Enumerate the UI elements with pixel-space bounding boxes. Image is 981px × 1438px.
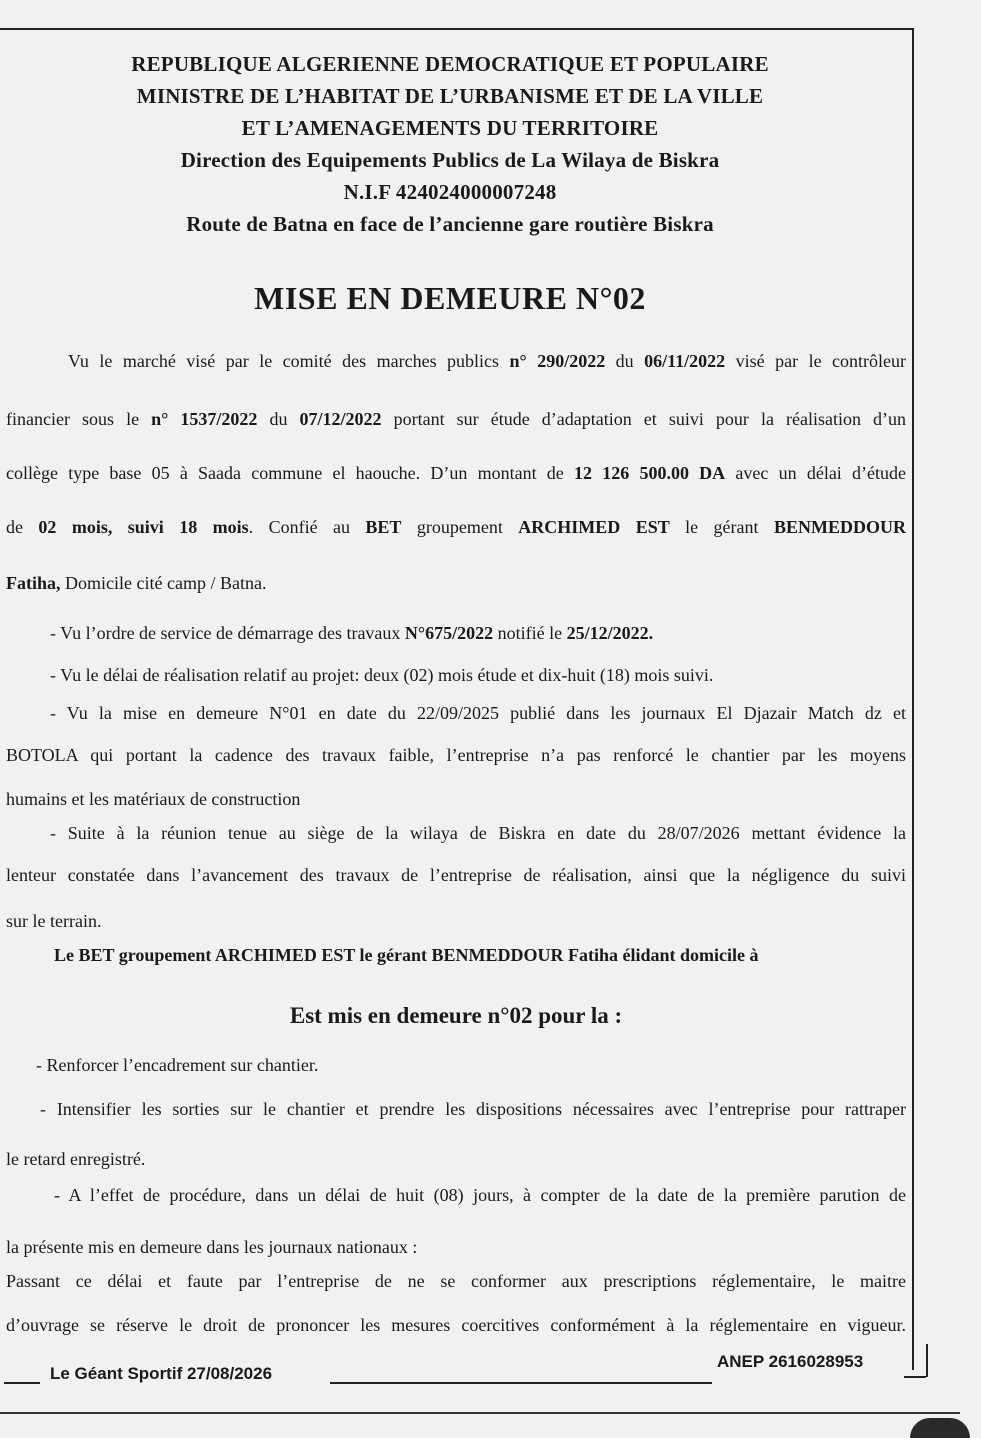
p1-line1: Vu le marché visé par le comité des marches publics n° 290/2022 du 06/11/2022 visé par le contrôleur: [68, 351, 907, 371]
notice-header: [0, 48, 900, 240]
header-nif: N.I.F 424024000007248: [343, 180, 557, 204]
action-intensifier-l1: - Intensifier les sorties sur le chantier et prendre les dispositions nécessaires avec l’entreprise pour rattraper: [40, 1099, 906, 1119]
footer-rule-vertical: [926, 1344, 928, 1377]
action-passant-l2: d’ouvrage se réserve le droit de prononcer les mesures coercitives conformément à la réglementaire en vigueur.: [6, 1315, 906, 1335]
next-ad-fragment: [910, 1418, 970, 1438]
action-procedure-l1: - A l’effet de procédure, dans un délai de huit (08) jours, à compter de la date de la première parution de: [54, 1185, 906, 1205]
bet-line: Le BET groupement ARCHIMED EST le gérant BENMEDDOUR Fatiha élidant domicile à: [54, 945, 759, 965]
item-reunion-l3: sur le terrain.: [6, 911, 102, 931]
item-mise-demeure-01-l2: BOTOLA qui portant la cadence des travaux faible, l’entreprise n’a pas renforcé le chantier par les moyens: [6, 745, 906, 765]
action-intensifier-l2: le retard enregistré.: [6, 1149, 146, 1169]
header-republic: REPUBLIQUE ALGERIENNE DEMOCRATIQUE ET POPULAIRE: [131, 52, 769, 76]
action-passant-l1: Passant ce délai et faute par l’entreprise de ne se conformer aux prescriptions réglementaire, le maitre: [6, 1271, 906, 1291]
header-direction: Direction des Equipements Publics de La Wilaya de Biskra: [180, 148, 720, 172]
subtitle: Est mis en demeure n°02 pour la :: [289, 1003, 623, 1028]
notice-title: MISE EN DEMEURE N°02: [254, 280, 646, 316]
item-reunion-l2: lenteur constatée dans l’avancement des travaux de l’entreprise de réalisation, ainsi que la négligence du suivi: [6, 865, 906, 885]
p1-line2: financier sous le n° 1537/2022 du 07/12/2022 portant sur étude d’adaptation et suivi pour la réalisation d’un: [6, 409, 907, 429]
notice-footer: [0, 1352, 930, 1382]
footer-rule-left: [4, 1382, 40, 1384]
footer-publication: Le Géant Sportif 27/08/2026: [50, 1364, 273, 1383]
item-reunion-l1: - Suite à la réunion tenue au siège de la wilaya de Biskra en date du 28/07/2026 mettant évidence la: [50, 823, 906, 843]
item-mise-demeure-01-l3: humains et les matériaux de construction: [6, 789, 301, 809]
item-order-service: - Vu l’ordre de service de démarrage des travaux N°675/2022 notifié le 25/12/2022.: [50, 623, 654, 643]
p1-line3: collège type base 05 à Saada commune el haouche. D’un montant de 12 126 500.00 DA avec un délai d’étude: [6, 463, 907, 483]
next-ad-border: [0, 1412, 960, 1414]
header-address: Route de Batna en face de l’ancienne gare routière Biskra: [186, 212, 714, 236]
p1-line4: de 02 mois, suivi 18 mois. Confié au BET groupement ARCHIMED EST le gérant BENMEDDOUR: [6, 517, 906, 537]
footer-rule-middle: [330, 1382, 712, 1384]
action-renforcer: - Renforcer l’encadrement sur chantier.: [36, 1055, 319, 1075]
item-delai: - Vu le délai de réalisation relatif au projet: deux (02) mois étude et dix-huit (18) mois suivi.: [50, 665, 714, 685]
header-ministry: MINISTRE DE L’HABITAT DE L’URBANISME ET DE LA VILLE: [136, 84, 764, 108]
p1-line5: Fatiha, Domicile cité camp / Batna.: [6, 573, 267, 593]
item-mise-demeure-01-l1: - Vu la mise en demeure N°01 en date du 22/09/2025 publié dans les journaux El Djazair Match dz et: [50, 703, 906, 723]
footer-rule-right: [904, 1376, 926, 1378]
action-procedure-l2: la présente mis en demeure dans les journaux nationaux :: [6, 1237, 418, 1257]
footer-anep: ANEP 2616028953: [717, 1352, 864, 1371]
header-ministry-cont: ET L’AMENAGEMENTS DU TERRITOIRE: [241, 116, 659, 140]
